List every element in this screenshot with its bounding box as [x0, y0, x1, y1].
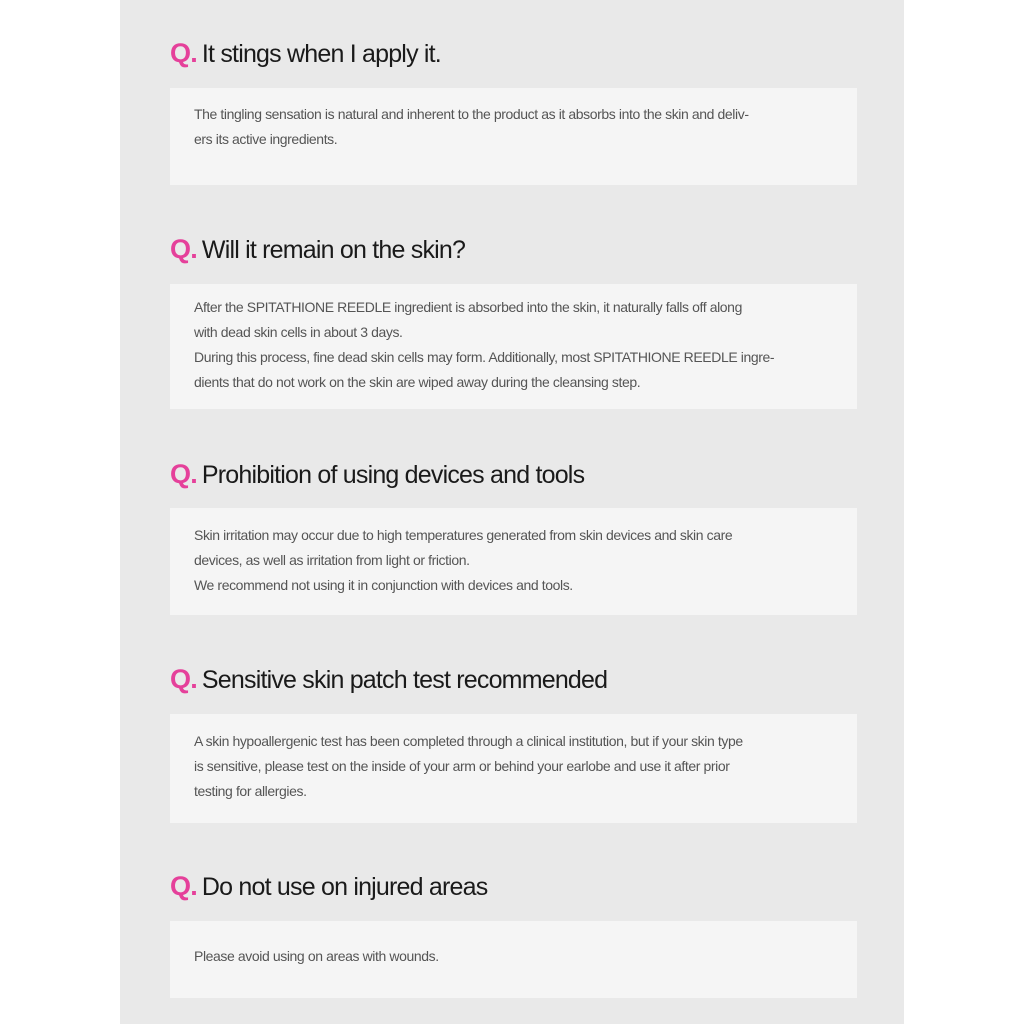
question-text: Sensitive skin patch test recommended: [201, 666, 608, 694]
question-mark-label: Q.: [170, 234, 197, 264]
answer-line: The tingling sensation is natural and inherent to the product as it absorbs into the skin and deliv-: [194, 106, 749, 122]
faq-answer: [170, 921, 857, 998]
faq-page: [120, 0, 904, 1024]
answer-line: devices, as well as irritation from light or friction.: [194, 552, 470, 568]
faq-question: [170, 659, 607, 699]
answer-line: dients that do not work on the skin are wiped away during the cleansing step.: [194, 374, 641, 390]
faq-answer: [170, 284, 857, 409]
question-text: Will it remain on the skin?: [201, 236, 466, 264]
answer-line: with dead skin cells in about 3 days.: [194, 324, 403, 340]
answer-line: We recommend not using it in conjunction with devices and tools.: [194, 577, 573, 593]
faq-answer: [170, 88, 857, 185]
question-mark-label: Q.: [170, 664, 197, 694]
faq-question: [170, 866, 487, 906]
question-mark-label: Q.: [170, 38, 197, 68]
faq-question: [170, 33, 441, 73]
answer-line: During this process, fine dead skin cells may form. Additionally, most SPITATHIONE REEDLE ingre-: [194, 349, 775, 365]
faq-answer: [170, 714, 857, 823]
answer-line: is sensitive, please test on the inside of your arm or behind your earlobe and use it after prior: [194, 758, 730, 774]
faq-question: [170, 454, 584, 494]
question-text: Do not use on injured areas: [201, 873, 488, 901]
question-mark-label: Q.: [170, 459, 197, 489]
question-text: It stings when I apply it.: [201, 40, 441, 68]
answer-line: ers its active ingredients.: [194, 131, 338, 147]
answer-line: Please avoid using on areas with wounds.: [194, 948, 439, 964]
answer-line: After the SPITATHIONE REEDLE ingredient is absorbed into the skin, it naturally falls off along: [194, 299, 742, 315]
answer-line: A skin hypoallergenic test has been completed through a clinical institution, but if your skin type: [194, 733, 743, 749]
question-mark-label: Q.: [170, 871, 197, 901]
faq-question: [170, 229, 465, 269]
faq-answer: [170, 508, 857, 615]
answer-line: testing for allergies.: [194, 783, 307, 799]
question-text: Prohibition of using devices and tools: [201, 461, 585, 489]
answer-line: Skin irritation may occur due to high temperatures generated from skin devices and skin care: [194, 527, 733, 543]
